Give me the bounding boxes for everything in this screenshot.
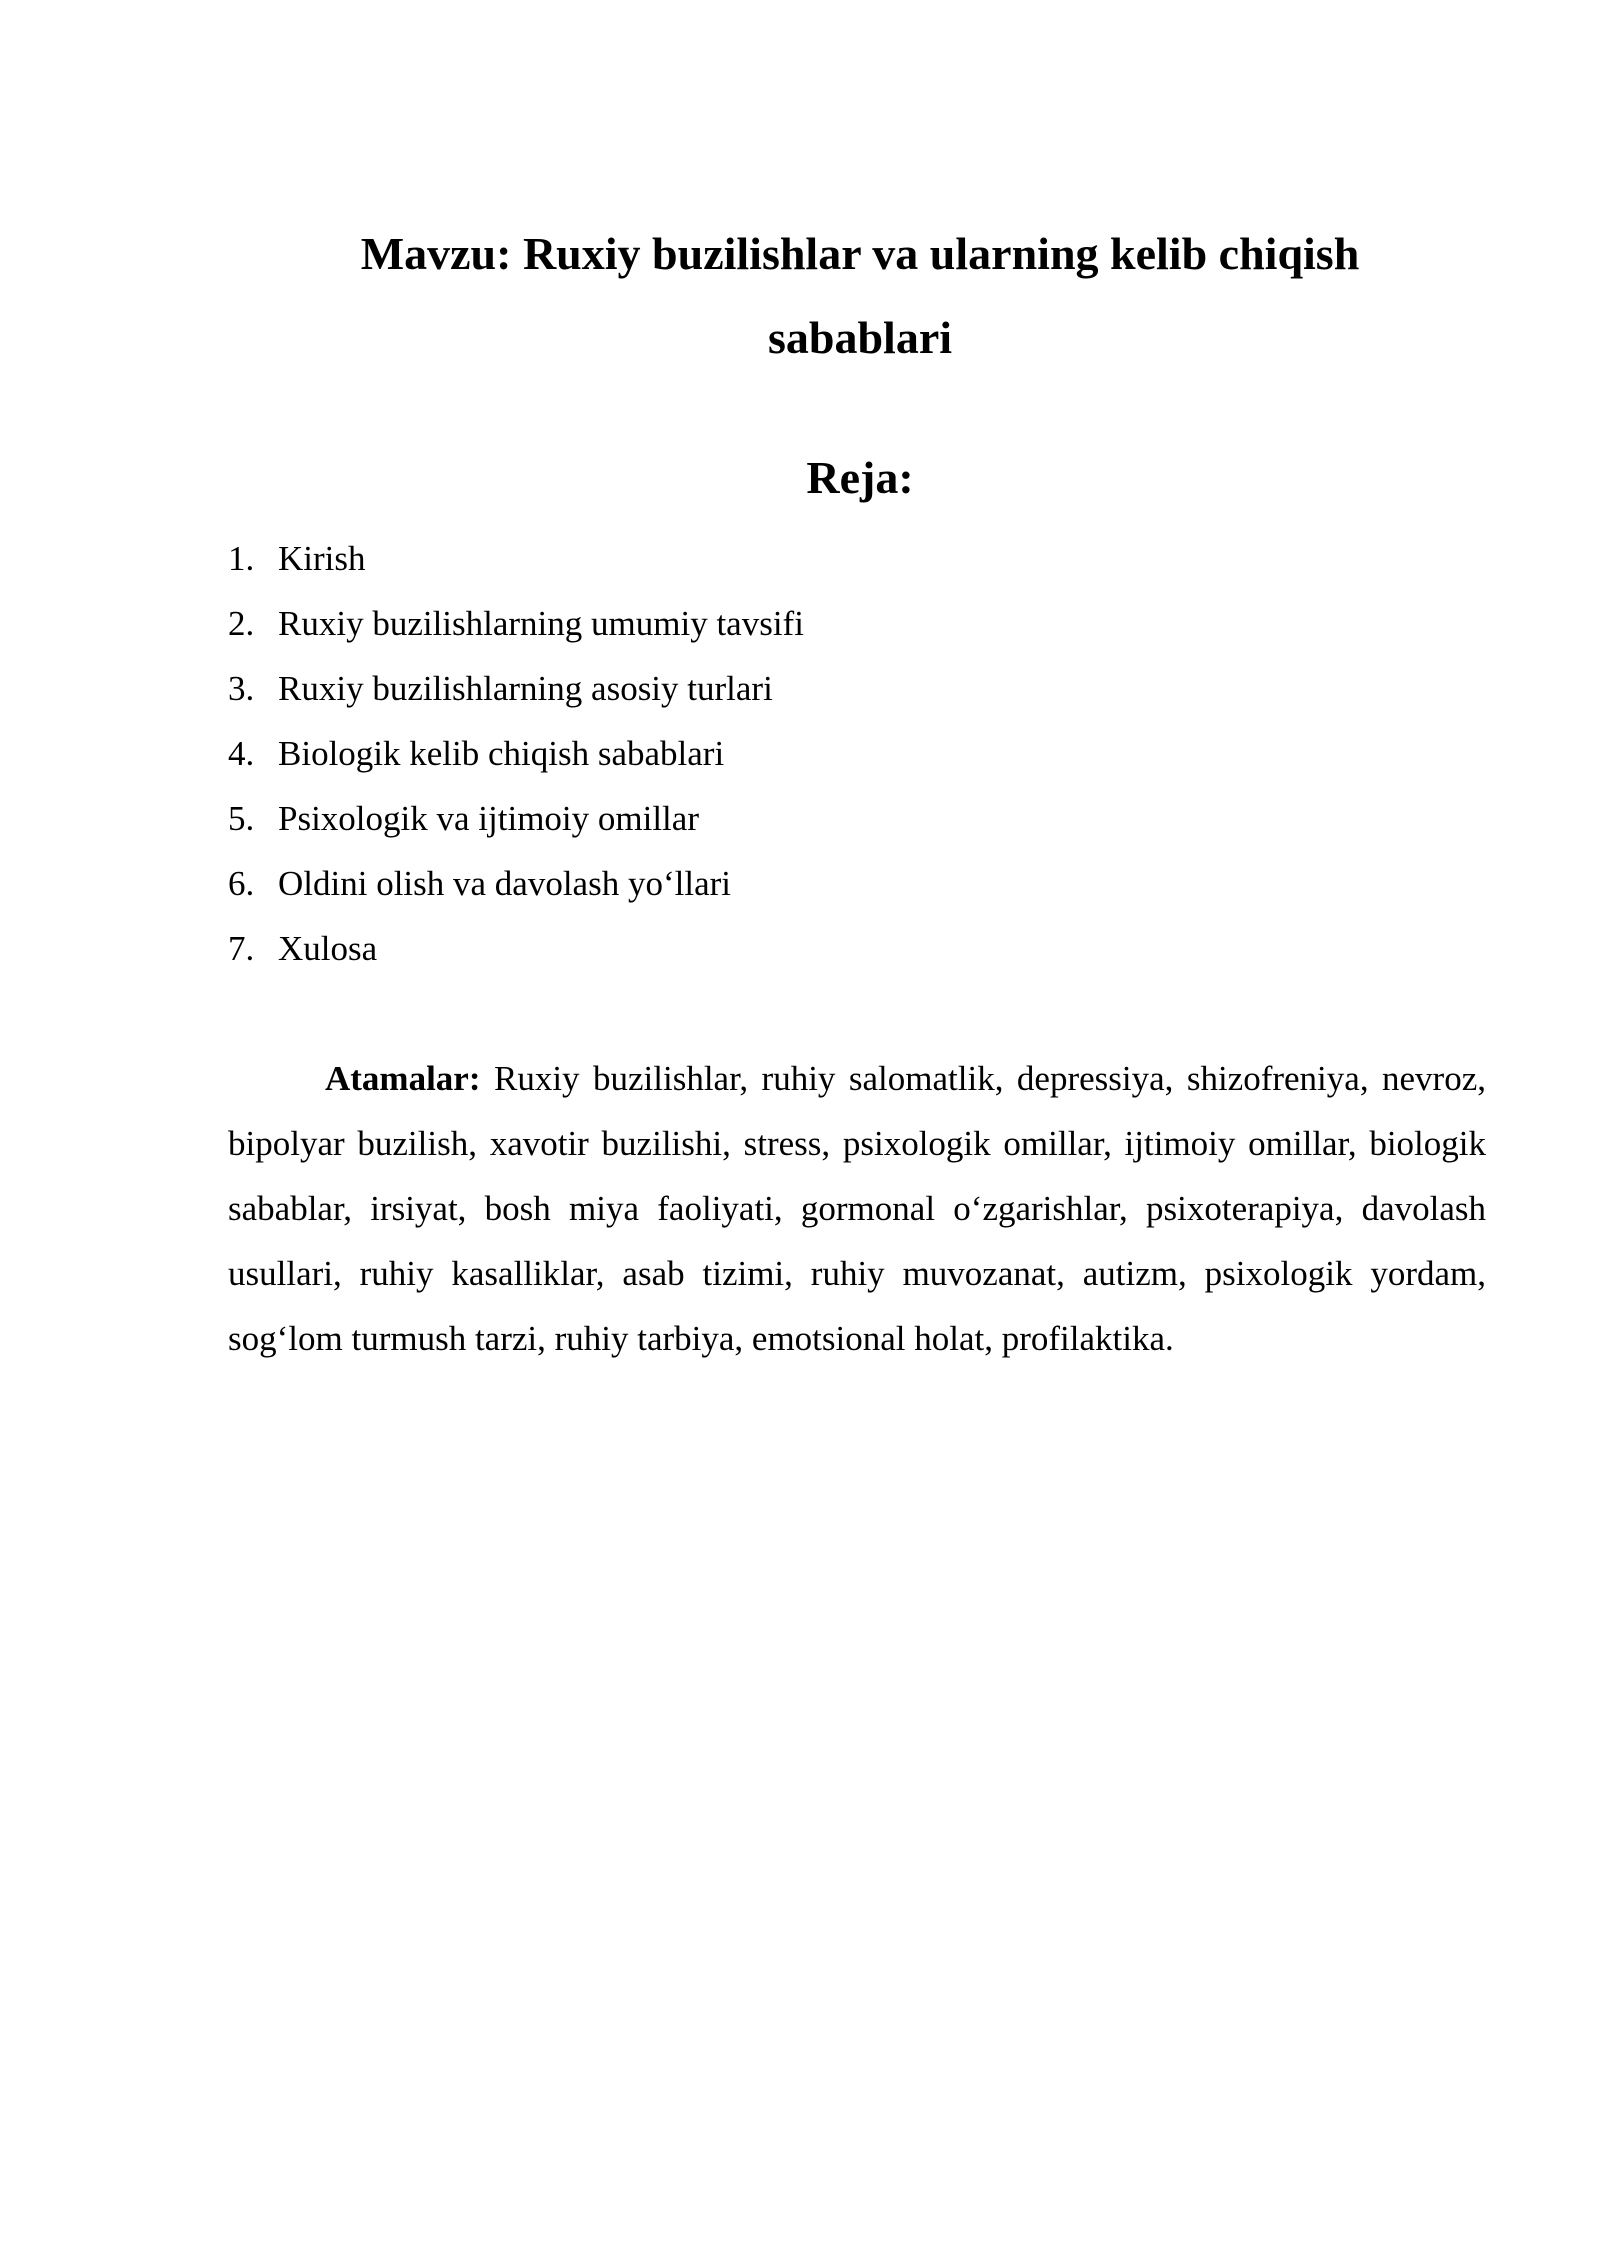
- terms-label: Atamalar:: [325, 1059, 481, 1098]
- plan-item-text: Biologik kelib chiqish sabablari: [278, 734, 725, 773]
- plan-item-text: Ruxiy buzilishlarning umumiy tavsifi: [278, 604, 804, 643]
- plan-item-number: 3.: [228, 669, 255, 708]
- plan-item: [228, 526, 804, 591]
- plan-item: [228, 916, 804, 981]
- plan-item-number: 5.: [228, 799, 255, 838]
- plan-heading: Reja:: [806, 452, 914, 503]
- plan-item-number: 4.: [228, 734, 255, 773]
- plan-item-text: Psixologik va ijtimoiy omillar: [278, 799, 699, 838]
- page-title: Mavzu: Ruxiy buzilishlar va ularning kelib chiqish sabablari: [360, 228, 1360, 363]
- plan-item-text: Ruxiy buzilishlarning asosiy turlari: [278, 669, 773, 708]
- terms-paragraph: [228, 1046, 1486, 1371]
- plan-item: [228, 591, 804, 656]
- plan-item-number: 2.: [228, 604, 255, 643]
- plan-item: [228, 786, 804, 851]
- plan-item: [228, 851, 804, 916]
- plan-item-number: 6.: [228, 864, 255, 903]
- plan-list: [228, 526, 804, 981]
- plan-item-number: 1.: [228, 539, 255, 578]
- plan-item: [228, 721, 804, 786]
- terms-text: Ruxiy buzilishlar, ruhiy salomatlik, depressiya, shizofreniya, nevroz, bipolyar buzilish, xavotir buzilishi, stress, psixologik omillar, ijtimoiy omillar, biologik sabablar, irsiyat, bosh miya faoliyati, gormonal o‘zgarishlar, psixoterapiya, davolash usullari, ruhiy kasalliklar, asab tizimi, ruhiy muvozanat, autizm, psixologik yordam, sog‘lom turmush tarzi, ruhiy tarbiya, emotsional holat, profilaktika.: [228, 1059, 1486, 1358]
- plan-item: [228, 656, 804, 721]
- plan-item-text: Xulosa: [278, 929, 378, 968]
- plan-item-number: 7.: [228, 929, 255, 968]
- plan-item-text: Oldini olish va davolash yo‘llari: [278, 864, 731, 903]
- plan-item-text: Kirish: [278, 539, 366, 578]
